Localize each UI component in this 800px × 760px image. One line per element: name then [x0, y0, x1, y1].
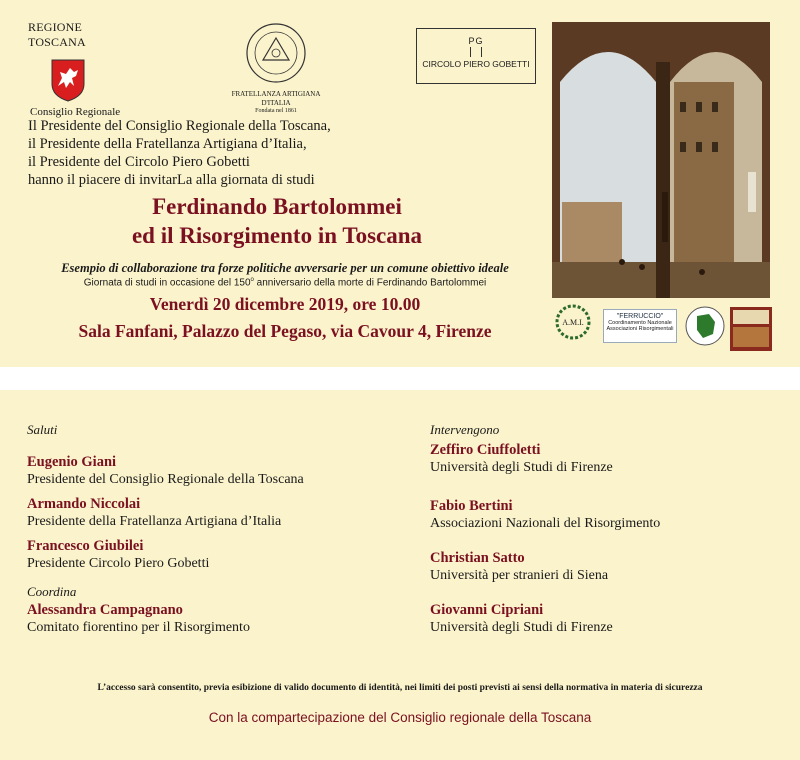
event-title-line2: ed il Risorgimento in Toscana [131, 223, 423, 248]
event-title [60, 192, 494, 250]
program-right-column [430, 421, 790, 637]
speaker-role: Presidente Circolo Piero Gobetti [27, 556, 210, 571]
speaker-role: Associazioni Nazionali del Risorgimento [430, 516, 661, 531]
coordinator-name: Alessandra Campagnano [27, 602, 183, 618]
speaker-name: Zeffiro Ciuffoletti [430, 442, 541, 458]
tuscany-map-logo-icon [685, 306, 725, 346]
speaker-role: Presidente della Fratellanza Artigiana d’Italia [27, 514, 282, 529]
aml-text: A.M.I. [562, 318, 584, 327]
pg-divider [470, 47, 482, 57]
invitation-line: il Presidente della Fratellanza Artigiana d’Italia, [28, 136, 307, 152]
program-left-column [27, 421, 407, 637]
invitation-line: hanno il piacere di invitarLa alla giornata di studi [28, 172, 315, 188]
regione-subtitle: Consiglio Regionale [30, 106, 121, 118]
speaker-role: Università degli Studi di Firenze [430, 620, 613, 635]
fratellanza-founded: Fondata nel 1861 [255, 108, 297, 114]
sponsor-logos [548, 304, 776, 354]
pg-name: CIRCOLO PIERO GOBETTI [422, 59, 530, 69]
ferruccio-name: "FERRUCCIO" [616, 313, 664, 320]
occasion-post: anniversario della morte di Ferdinando Bartolommei [253, 277, 487, 289]
invitation-line: il Presidente del Circolo Piero Gobetti [28, 154, 250, 170]
risorgimento-logo-icon [730, 307, 772, 351]
loggia-painting-image [552, 22, 770, 298]
speaker-name: Giovanni Cipriani [430, 602, 544, 618]
event-subtitle: Esempio di collaborazione tra forze politiche avversarie per un comune obiettivo ideale [61, 261, 509, 275]
coordina-label: Coordina [27, 584, 77, 599]
speaker-name: Fabio Bertini [430, 498, 513, 514]
fratellanza-logo [226, 22, 326, 114]
invitation-text [28, 117, 368, 189]
pg-initials: PG [468, 36, 484, 46]
speaker-name: Francesco Giubilei [27, 538, 144, 554]
pegasus-shield-icon [50, 58, 86, 102]
fratellanza-seal-icon [245, 22, 307, 84]
coordinator-role: Comitato fiorentino per il Risorgimento [27, 620, 250, 635]
regione-title: REGIONE TOSCANA [28, 20, 86, 49]
fratellanza-name: FRATELLANZA ARTIGIANA D'ITALIA [231, 90, 321, 107]
occasion-pre: Giornata di studi in occasione del 150 [83, 277, 251, 289]
occasion-sup: o [250, 277, 254, 283]
intervengono-label: Intervengono [430, 422, 500, 437]
ferruccio-logo [603, 309, 677, 343]
event-occasion [20, 277, 550, 288]
ferruccio-subtitle: Coordinamento Nazionale Associazioni Risorgimentali [606, 320, 674, 332]
circolo-gobetti-logo [416, 28, 536, 84]
saluti-label: Saluti [27, 422, 58, 437]
cofinancing-note: Con la compartecipazione del Consiglio regionale della Toscana [208, 710, 592, 725]
invitation-line: Il Presidente del Consiglio Regionale della Toscana, [28, 118, 331, 134]
aml-logo [548, 304, 598, 354]
speaker-role: Presidente del Consiglio Regionale della Toscana [27, 472, 304, 487]
access-notice: L’accesso sarà consentito, previa esibizione di valido documento di identità, nei limiti dei posti previsti ai sensi della normativa in materia di sicurezza [97, 683, 703, 693]
event-venue: Sala Fanfani, Palazzo del Pegaso, via Cavour 4, Firenze [78, 321, 492, 341]
speaker-role: Università per stranieri di Siena [430, 568, 609, 583]
speaker-role: Università degli Studi di Firenze [430, 460, 613, 475]
speaker-name: Armando Niccolai [27, 496, 141, 512]
event-date: Venerdì 20 dicembre 2019, ore 10.00 [149, 294, 421, 314]
speaker-name: Christian Satto [430, 550, 525, 566]
speaker-name: Eugenio Giani [27, 454, 117, 470]
event-title-line1: Ferdinando Bartolommei [152, 194, 402, 219]
regione-toscana-logo [28, 20, 138, 118]
